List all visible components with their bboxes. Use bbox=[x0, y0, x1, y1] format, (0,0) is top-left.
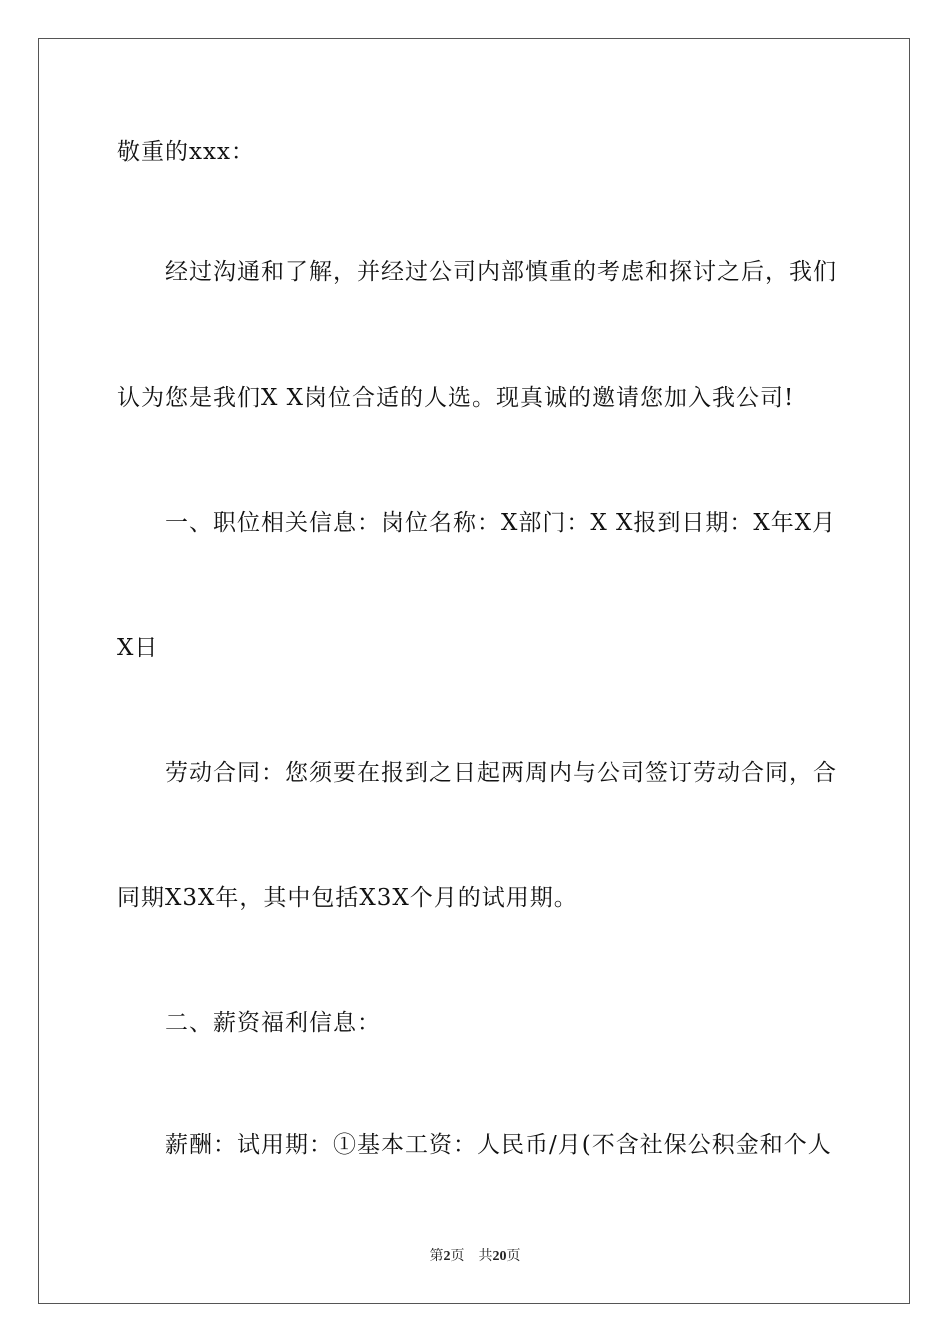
paragraph-line: 劳动合同：您须要在报到之日起两周内与公司签订劳动合同，合 bbox=[165, 760, 837, 786]
paragraph-line: 薪酬：试用期：①基本工资：人民币/月(不含社保公积金和个人 bbox=[165, 1132, 832, 1158]
salutation-line: 敬重的xxx： bbox=[117, 139, 255, 165]
section-heading: 二、薪资福利信息： bbox=[165, 1010, 381, 1036]
paragraph-line: 认为您是我们X X岗位合适的人选。现真诚的邀请您加入我公司! bbox=[117, 385, 795, 411]
paragraph-line: 经过沟通和了解，并经过公司内部慎重的考虑和探讨之后，我们 bbox=[165, 259, 837, 285]
total-prefix: 共 bbox=[478, 1248, 493, 1264]
total-suffix: 页 bbox=[506, 1248, 521, 1264]
paragraph-line: 同期X3X年，其中包括X3X个月的试用期。 bbox=[117, 885, 578, 911]
paragraph-line: X日 bbox=[117, 635, 159, 661]
page-footer bbox=[0, 1247, 950, 1266]
page-number: 2 bbox=[443, 1249, 451, 1264]
page-total: 20 bbox=[492, 1249, 507, 1264]
paragraph-line: 一、职位相关信息：岗位名称：X部门：X X报到日期：X年X月 bbox=[165, 510, 837, 536]
page-prefix: 第 bbox=[429, 1248, 444, 1264]
page-border bbox=[38, 38, 910, 1304]
page-suffix: 页 bbox=[450, 1248, 465, 1264]
